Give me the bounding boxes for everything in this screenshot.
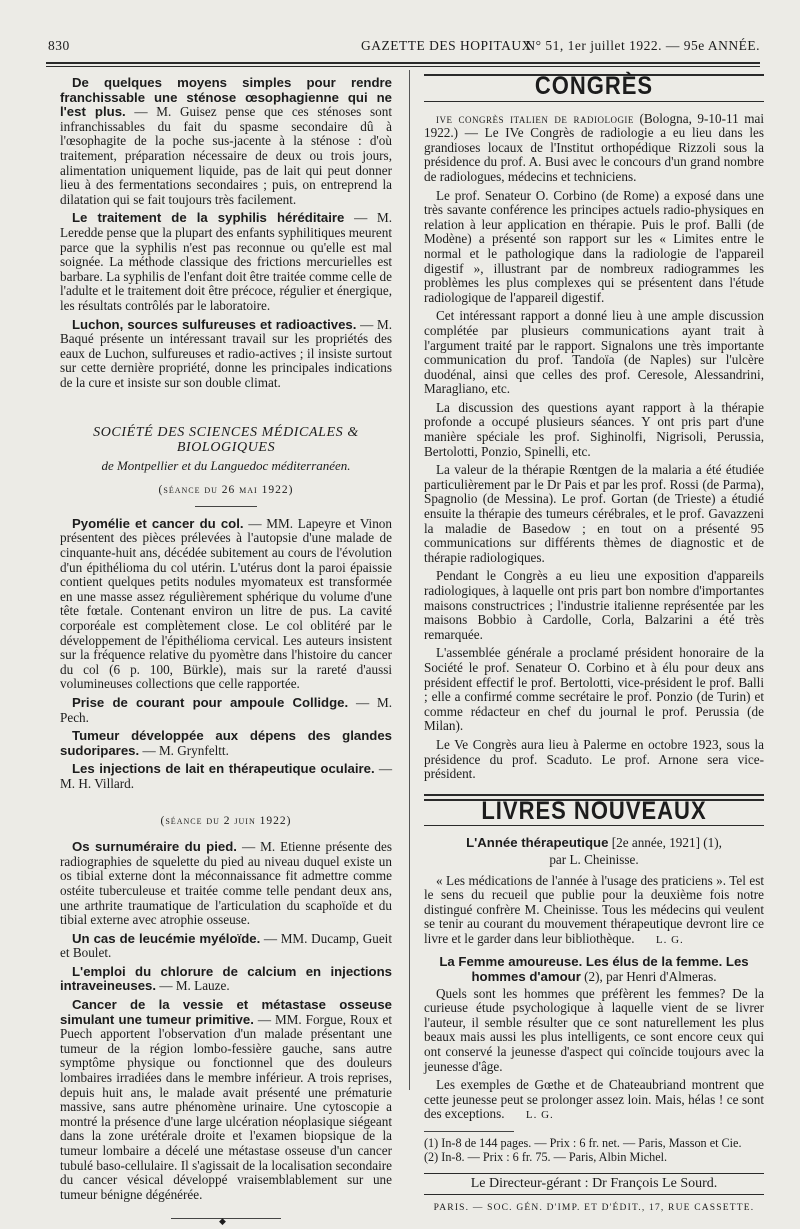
article-title: Cancer de la vessie et métastase osseuse simulant une tumeur primitive. [60, 997, 392, 1027]
article-title: Pyomélie et cancer du col. [72, 515, 244, 531]
left-column [60, 75, 393, 1227]
article-text: pense que ces sténoses sont infranchissables du fait du spasme secondaire dû à l'œsophagite de la poche sus-jacente à la sténose : d'où traitement, préparation nécessaire de deux ou trois jours, alimentation uniquement liquide, pas de lait qui peut donner lieu à des fermentations secondaires ; puis, on entreprend la dilatation qui se fait toujours très facilement. [60, 104, 392, 207]
book-review: Quels sont les hommes que préfèrent les femmes? De la curieuse étude psychologique à laquelle vient de se livrer l'auteur, il semble résulter que ce sont naturellement les plus beaux mais aussi les plus intelligents, ce sont encore ceux qui ont conservé la jeunesse d'aspect qui coïncide toujours avec la jeunesse d'âge. [424, 985, 764, 1074]
article-luchon [60, 318, 392, 391]
article-title: Prise de courant pour ampoule Collidge. [72, 694, 349, 710]
article-text: pense que la plupart des enfants syphilitiques meurent parce que la syphilis n'est pas reconnue ou qu'elle est mal soignée. La méthode classique des frictions mercurielles est barbare. La syphilis de l'enfant doit être traitée comme celle de l'adulte et le traitement doit être précoce, régulier et énergique, les résultats contrôlés par le laboratoire. [60, 224, 392, 313]
review-signature: L. G. [525, 1109, 554, 1122]
article-oesophage [60, 76, 392, 207]
footnote: (1) In-8 de 144 pages. — Prix : 6 fr. net. — Paris, Masson et Cie. [424, 1136, 742, 1150]
article-author: — MM. Forgue, Roux et Puech [60, 1011, 392, 1042]
article-author: — M. Lauze. [159, 978, 230, 994]
article-author: — M. Baqué [60, 316, 392, 347]
review-signature: L. G. [655, 933, 684, 946]
director-line: Le Directeur-gérant : Dr François Le Sourd. [424, 1173, 764, 1196]
congres-paragraph: Le Ve Congrès aura lieu à Palerme en octobre 1923, sous la présidence du prof. Scaduto. Le prof. Arnone sera vice-président. [424, 736, 764, 782]
article-title: Luchon, sources sulfureuses et radioactives. [72, 316, 357, 332]
footnote-rule [424, 1131, 514, 1132]
page-number: 830 [48, 38, 70, 53]
article-title: Os surnuméraire du pied. [72, 839, 237, 855]
article-author: — M. Etienne [241, 839, 321, 855]
article-author: — M. Pech. [60, 694, 393, 725]
book-entry-title [424, 836, 764, 851]
congress-title: ive congrès italien de radiologie [436, 110, 634, 126]
issue-date: N° 51, 1er juillet 1922. — 95e ANNÉE. [525, 38, 760, 53]
section-heading: CONGRÈS [534, 71, 654, 100]
article-vessie [60, 998, 392, 1202]
article-syphilis [60, 211, 392, 313]
page-header [48, 36, 760, 58]
article-leucemie [60, 932, 392, 961]
article-text: présentent des pièces prélevées à l'autopsie d'une malade de cinquante-huit ans, décédée subitement au cours de l'évolution d'un épithélioma du col utérin. L'utérus dont la paroi épaissie contient quelques petits nodules myomateux est transformée en une masse assez régulièrement sphérique du volume d'une tête fœtale. Contenant environ un litre de pus. La cavité corporéale est complètement close. Le col oblitéré par le développement de l'épithélioma cervical. Les auteurs insistent sur la fréquence relative du pyomètre dans l'histoire du cancer du col (6 p. 100, Bürkle), mais sur la rareté d'aussi volumineuses collections que celle rapportée. [60, 530, 392, 692]
congres-paragraph: La discussion des questions ayant rapport à la thérapie profonde a occupé plusieurs séances. Y ont pris part d'une manière spéciale les prof. Sighinolfi, Nigrisoli, Perussia, Bertolotti, Ponzio, Spinelli, etc. [424, 399, 764, 459]
book-review [424, 1078, 764, 1123]
society-heading: SOCIÉTÉ DES SCIENCES MÉDICALES & BIOLOGIQUES [93, 425, 359, 456]
article-title: Le traitement de la syphilis héréditaire [72, 210, 345, 226]
book-title: L'Année thérapeutique [466, 835, 609, 851]
congres-paragraph: Pendant le Congrès a eu lieu une exposition d'appareils radiologiques, à laquelle ont pris part bon nombre d'importantes maisons constructrices ; l'industrie italienne représentée par les maisons Bobbio à Cardolle, Corla, Balzarini a été très remarquée. [424, 568, 764, 642]
article-os [60, 840, 392, 928]
article-collidge [60, 696, 392, 725]
footnote: (2) In-8. — Prix : 6 fr. 75. — Paris, Albin Michel. [424, 1149, 668, 1164]
article-title: Tumeur développée aux dépens des glandes sudoripares. [60, 728, 392, 758]
article-author: — M. H. Villard. [60, 761, 392, 791]
review-text: « Les médications de l'année à l'usage des praticiens ». Tel est le sens du recueil que publie pour la deuxième fois notre distingué confrère M. Cheinisse. Tous les médecins qui veulent se tenir au courant du mouvement thérapeutique devront lire ce livre et le garder dans leur bibliothèque. [424, 872, 764, 946]
book-author: (2), par Henri d'Almeras. [584, 969, 717, 985]
article-title: Les injections de lait en thérapeutique oculaire. [72, 761, 375, 777]
header-rule-thin [46, 66, 760, 67]
divider [195, 506, 257, 507]
congres-paragraph: Le prof. Senateur O. Corbino (de Rome) a exposé dans une très savante conférence les principes actuels radio-physiques en relation à leur application en thérapie. Puis le prof. Balli (de Modène) a présenté son rapport sur les « Limites entre le normal et le pathologique dans la radiologie de l'appareil digestif », illustrant par de nombreux radiogrammes les problèmes les plus complexes qui se présentent dans l'étude radiologique de l'appareil digestif. [424, 187, 764, 305]
session-date: (séance du 26 mai 1922) [158, 484, 294, 497]
article-text: présente des radiographies de squelette du pied au niveau duquel existe un os tibial externe dont la méconnaissance fit admettre comme ostéite tuberculeuse et traitée comme telle pendant deux ans, une arthrite traumatique de l'articulation du scaphoïde et du tibial externe avec atrophie osseuse. [60, 839, 392, 928]
header-rule [46, 62, 760, 64]
article-pyomelie [60, 517, 392, 692]
journal-title: GAZETTE DES HOPITAUX [361, 38, 532, 53]
article-author: — M. Guisez [134, 104, 217, 120]
congress-text: (Bologna, 9-10-11 mai 1922.) — Le IVe Congrès de radiologie a eu lieu dans les grandioses locaux de l'Institut orthopédique Rizzoli sous la présidence du prof. A. Busi avec le concours d'un grand nombre de radiologues, médecins et techniciens. [424, 110, 764, 184]
article-author: — MM. Lapeyre et Vinon [248, 515, 392, 531]
article-text: apportent l'observation d'un malade présentant une tumeur de la région lombo-fessière gauche, sans autre symptôme physique ou fonctionnel que des douleurs lombaires irradiées dans le membre inférieur. A trois reprises, depuis huit ans, le malade avait présenté une prématurie massive, sans autre phénomène urinaire. Une cytoscopie a montré la présence d'une large ulcération néoplasique siégeant dans la zone urétérale droite et l'examen biopsique de la tumeur lombaire a décelé une métastase osseuse d'un cancer tubulé baso-cellulaire. Il s'agissait de la localisation secondaire du cancer vésical développé vraisemblablement sur une tumeur bénigne dégénérée. [60, 1026, 392, 1202]
book-review [424, 874, 764, 948]
article-title: L'emploi du chlorure de calcium en injections intraveineuses. [60, 963, 392, 994]
right-column [424, 71, 764, 1216]
livres-heading-box [424, 795, 764, 827]
session-date: (séance du 2 juin 1922) [160, 814, 292, 827]
article-title: De quelques moyens simples pour rendre franchissable une sténose œsophagienne qui ne l'est plus. [60, 75, 392, 120]
end-ornament: ◆ [171, 1218, 281, 1219]
article-tumeur [60, 729, 392, 758]
congres-paragraph: Cet intéressant rapport a donné lieu à une ample discussion complétée par plusieurs communications ayant trait à l'argument traité par le rapport. Signalons une très importante communication du prof. Tandoïa (de Naples) sur l'ulcère duodénal, ainsi que celles des prof. Ceresole, Alessandrini, Maragliano, etc. [424, 308, 764, 397]
congres-heading-box [424, 71, 764, 102]
book-title: La Femme amoureuse. Les élus de la femme. Les hommes d'amour [439, 954, 749, 985]
book-entry-title [424, 955, 764, 984]
society-subheading: de Montpellier et du Languedoc méditerranéen. [101, 457, 351, 473]
article-author: — M. Leredde [60, 210, 393, 240]
printer-line: PARIS. — SOC. GÉN. D'IMP. ET D'ÉDIT., 17, RUE CASSETTE. [433, 1203, 755, 1214]
article-author: — M. Grynfeltt. [142, 742, 229, 758]
congres-paragraph: L'assemblée générale a proclamé président honoraire de la Société le prof. Senateur O. Corbino et à élu pour deux ans président effectif le prof. Bertolotti, vice-président le prof. Balli ; elle a confirmé comme secrétaire le prof. Ponzio (de Turin) et comme rédacteur en chef du journal le prof. Perussia (de Milan). [424, 645, 764, 734]
section-heading: LIVRES NOUVEAUX [481, 795, 707, 825]
article-calcium [60, 965, 392, 994]
column-divider [409, 70, 410, 1090]
congres-intro [424, 112, 764, 185]
article-text: présente un intéressant travail sur les propriétés des eaux de Luchon, sulfureuses et radio-actives ; il insiste surtout sur cette dernière propriété, donne les principales indications de la cure et insiste sur son double climat. [60, 331, 393, 390]
article-injections [60, 762, 392, 791]
article-author: — MM. Ducamp, Gueit et Boulet. [60, 930, 392, 961]
review-text: Les exemples de Gœthe et de Chateaubriand montrent que cette jeunesse peut se prolonger assez loin. Mais, hélas ! ce sont des exceptions. [424, 1077, 764, 1122]
book-author: par L. Cheinisse. [549, 851, 639, 867]
book-meta: [2e année, 1921] (1), [611, 835, 722, 851]
article-title: Un cas de leucémie myéloïde. [72, 930, 261, 946]
congres-paragraph: La valeur de la thérapie Rœntgen de la malaria a été étudiée particulièrement par le Dr Pais et par les prof. Rossi (de Parma), Spagnolio (de Messina). Le prof. Gortan (de Trieste) a étudié ensuite la thérapie des tumeurs cérébrales, et le prof. Gavazzeni la maladie de Basedow ; en tout on a présenté 95 communications sur différents thèmes de diagnostic et de thérapie radiologiques. [424, 462, 764, 565]
